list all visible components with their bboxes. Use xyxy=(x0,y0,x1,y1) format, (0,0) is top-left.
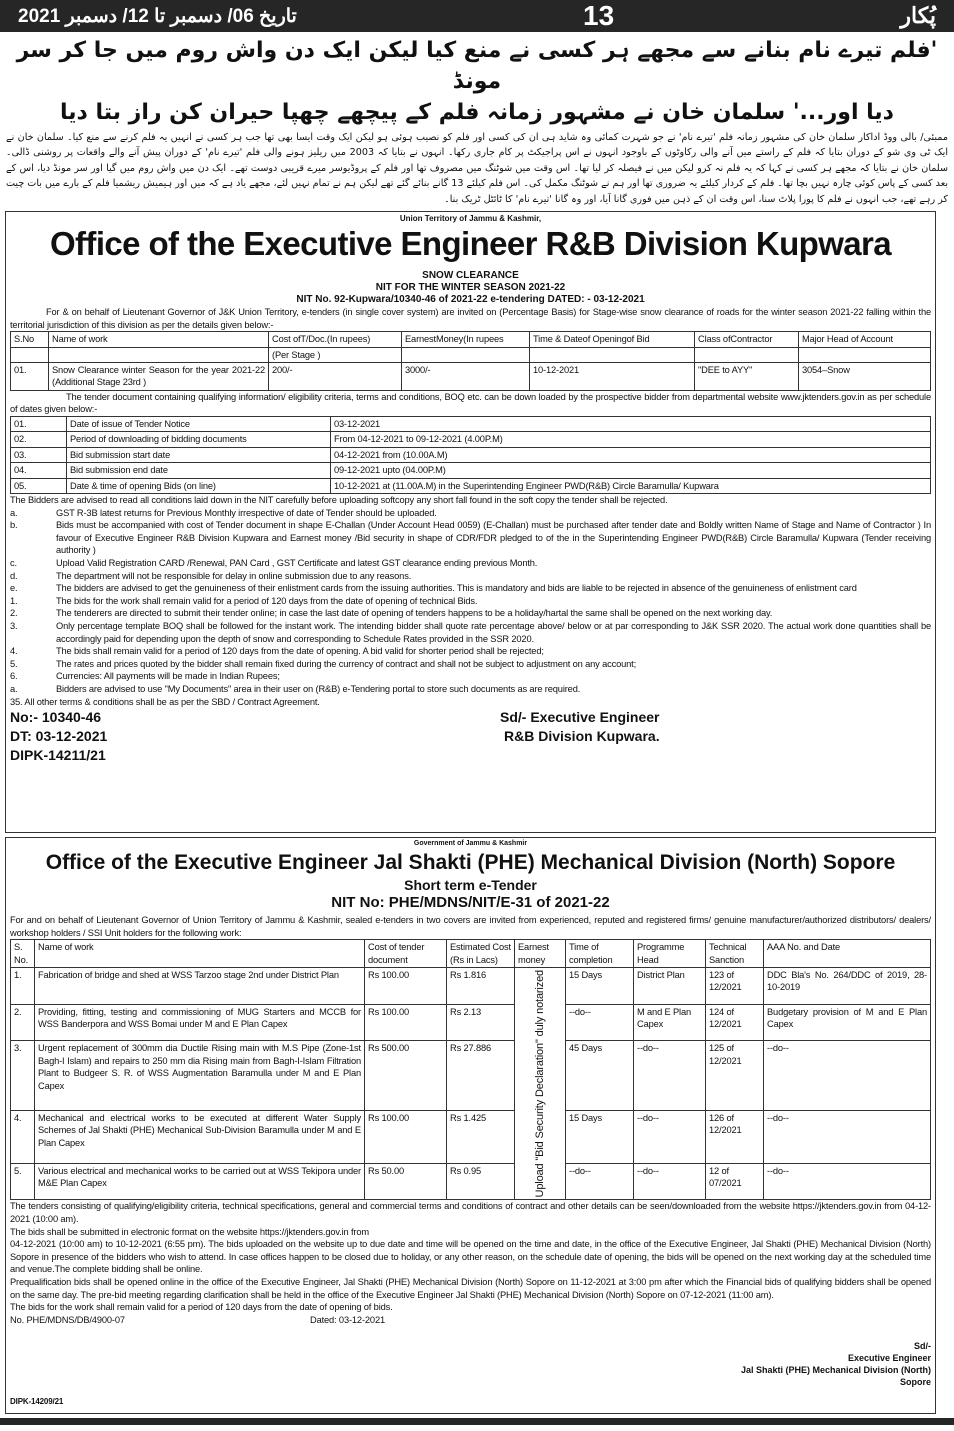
cell: 05. xyxy=(11,478,67,493)
urdu-article-body: ممبئی/ بالی ووڈ اداکار سلمان خان کی مشہور زمانہ فلم 'تیرے نام' نے جو شہرت کمائی وہ شاید ہی ان کی کسی اور فلم کو نصیب ہوئی ہو لیکن ایک وقت ایسا بھی تھا جب ہر کسی نے انہیں یہ فلم کرنے سے منع کیا۔ سلمان خان نے ایک ٹی وی شو کے دوران بتایا کہ فلم کے راستے میں آنے والی رکاوٹوں کے باوجود انہوں نے اس پراجیکٹ پر کام جاری رکھا۔ انہوں نے بتایا کہ 2003 میں ریلیز ہونے والی فلم 'تیرے نام' کے دوران پیش آنے والے واقعات پر روشنی ڈالی۔ سلمان خان نے بتایا کہ مجھے ہر کسی نے کہا کہ یہ فلم نہ کرو لیکن میں نے فیصلہ کر لیا تھا۔ اس وقت میں شوٹنگ میں مصروف تھا اور فلم کے پروڈیوسر میرے قریبی دوست تھے۔ ایک دن میں واش روم میں گیا اور سر مونڈ دیا، اس کے بعد کسی کے پاس کوئی چارہ نہیں بچا تھا۔ فلم کے کردار کیلئے یہ ضروری تھا اور ہم نے شوٹنگ مکمل کی۔ اس فلم کیلئے 13 گانے بنائے گئے تھے لیکن ہم نے تمام نہیں لئے، مجھے یاد ہے کہ میں اور ہیمیش ریشمیا فلم کے بارے میں بات چیت کر رہے تھے، جب انہوں نے فلم کا پورا پلاٹ سنا، اس وقت ان کے ذہن میں فوری گانا آیا، اور وہ گانا 'تیرے نام' کا ٹائٹل ٹریک بنا۔ xyxy=(6,132,948,205)
dipk-number: DIPK-14209/21 xyxy=(10,1397,64,1407)
condition-text: GST R-3B latest returns for Previous Monthly irrespective of date of Tender should be uploaded. xyxy=(56,507,437,518)
col-header: Estimated Cost (Rs in Lacs) xyxy=(447,940,515,968)
condition-label: 3. xyxy=(10,621,18,631)
intro-text: For & on behalf of Lieutenant Governor of J&K Union Territory, e-tenders (in single cover system) are invited on (Percentage Basis) for Stage-wise snow clearance of roads for the winter season 2021-22 falling within the territorial jurisdiction of this division as per the details given below:- xyxy=(10,307,931,330)
nit-number: NIT No. 92-Kupwara/10340-46 of 2021-22 e-tendering DATED: - 03-12-2021 xyxy=(296,294,645,306)
urdu-headline-line-2: دیا اور...' سلمان خان نے مشہور زمانہ فلم کے پیچھے چھپا حیران کن راز بتا دیا xyxy=(60,100,894,125)
cell: --do-- xyxy=(566,1004,634,1041)
cell: Period of downloading of bidding documents xyxy=(67,432,331,447)
cell: Rs 2.13 xyxy=(447,1004,515,1041)
col-header: Name of work xyxy=(49,332,269,347)
cell xyxy=(49,347,269,362)
tender-notice-rb-kupwara xyxy=(5,211,936,833)
cell: Rs 50.00 xyxy=(365,1163,447,1200)
cell: --do-- xyxy=(764,1110,931,1163)
cell: 124 of 12/2021 xyxy=(706,1004,764,1041)
signature-row xyxy=(10,708,931,727)
intro-text: For and on behalf of Lieutenant Governor of Union Territory of Jammu & Kashmir, sealed e-tenders in two covers are invited from experienced, reputed and registered firms/ genuine manufacturer/authorized distributors/ dealers/ workshop holders / SSI Unit holders for the following work: xyxy=(10,915,931,938)
terms-paragraph: The tenders consisting of qualifying/eligibility criteria, technical specifications, general and commercial terms and conditions of contract and other details can be seen/downloaded from the website https://jktenders.gov.in from 04-12-2021 (10:00 am). xyxy=(10,1201,931,1225)
condition-label: 6. xyxy=(10,671,18,682)
schedule-row xyxy=(11,478,931,493)
condition-item xyxy=(10,570,931,583)
condition-label: a. xyxy=(10,507,18,518)
condition-item xyxy=(10,507,931,520)
cell: Snow Clearance winter Season for the year 2021-22 (Additional Stage 23rd ) xyxy=(49,363,269,391)
cell: 3000/- xyxy=(402,363,530,391)
footer-bar xyxy=(0,1418,954,1425)
table-subheader-row xyxy=(11,347,931,362)
cell: 02. xyxy=(11,432,67,447)
schedule-row xyxy=(11,432,931,447)
cell: --do-- xyxy=(566,1163,634,1200)
condition-label: 2. xyxy=(10,608,18,619)
cell xyxy=(402,347,530,362)
signatory-division: R&B Division Kupwara. xyxy=(504,728,660,745)
signature-row xyxy=(10,727,931,746)
col-header: Cost ofT/Doc.(In rupees) xyxy=(269,332,402,347)
cell xyxy=(11,347,49,362)
condition-label: 1. xyxy=(10,595,18,606)
cell: 15 Days xyxy=(566,968,634,1005)
col-header: EarnestMoney(In rupees xyxy=(402,332,530,347)
cell: 04. xyxy=(11,463,67,478)
cell: Rs 0.95 xyxy=(447,1163,515,1200)
condition-item xyxy=(10,607,931,620)
condition-text: Upload Valid Registration CARD /Renewal, PAN Card , GST Certificate and latest GST clearance ending previous Month. xyxy=(56,558,538,569)
condition-text: Bids must be accompanied with cost of Tender document in shape E-Challan (Under Account Head 0059) (E-Challan) must be purchased after tender date and Boldly written Name of Stage and Name of Contractor ) In favour of Executive Engineer R&B Division Kupwara and Earnest money /Bid security in shape of CDR/FDR pledged to of the in the Superintending Engineer PWD(R&B) Circle Baramulla/ Kupwara (Tender receiving authority ) xyxy=(56,520,931,556)
cell: 03. xyxy=(11,447,67,462)
condition-text: The bids shall remain valid for a period of 120 days from the date of opening. A bid valid for shorter period shall be rejected; xyxy=(56,646,544,657)
terms-paragraph: The bids shall be submitted in electronic format on the website https://jktenders.gov.in from xyxy=(10,1226,369,1237)
download-text: The tender document containing qualifying information/ eligibility criteria, terms and conditions, BOQ etc. can be down loaded by the prospective bidder from departmental website www.jktenders.gov.in as per schedule of dates given below:- xyxy=(10,391,931,415)
cell: Fabrication of bridge and shed at WSS Tarzoo stage 2nd under District Plan xyxy=(35,968,365,1005)
signature-row xyxy=(10,746,931,765)
condition-item xyxy=(10,658,931,671)
cell: 03-12-2021 xyxy=(331,417,931,432)
cell: --do-- xyxy=(634,1163,706,1200)
cell: Mechanical and electrical works to be executed at different Water Supply Schemes of Jal Shakti (PHE) Mechanical Sub-Division Baramulla under M and E Plan Capex xyxy=(35,1110,365,1163)
cell: 01. xyxy=(11,417,67,432)
signature-block xyxy=(10,1340,931,1388)
cell xyxy=(799,347,931,362)
cell: 01. xyxy=(11,363,49,391)
sig-line: Sopore xyxy=(899,1377,931,1388)
table-row xyxy=(11,1041,931,1110)
col-header: Earnest money xyxy=(515,940,566,968)
condition-label: b. xyxy=(10,520,18,531)
page-number: 13 xyxy=(583,0,615,31)
nit-title: NIT FOR THE WINTER SEASON 2021-22 xyxy=(375,282,566,294)
cell: Rs 27.886 xyxy=(447,1041,515,1110)
earnest-money-note: Upload "Bid Security Declaration" duly notarized xyxy=(533,970,546,1198)
cell: 126 of 12/2021 xyxy=(706,1110,764,1163)
cell: Bid submission end date xyxy=(67,463,331,478)
office-title: Office of the Executive Engineer R&B Division Kupwara xyxy=(49,225,892,263)
cell: 12 of 07/2021 xyxy=(706,1163,764,1200)
cell: 5. xyxy=(11,1163,35,1200)
dipk-number: DIPK-14211/21 xyxy=(10,747,106,764)
cell: From 04-12-2021 to 09-12-2021 (4.00P.M) xyxy=(331,432,931,447)
condition-label: c. xyxy=(10,558,17,569)
bidders-advice: The Bidders are advised to read all conditions laid down in the NIT carefully before uploading softcopy any short fall found in the soft copy the tender shall be rejected. xyxy=(10,495,668,506)
cell: Urgent replacement of 300mm dia Ductile Rising main with M.S Pipe (Zone-1st Bagh-I Islam) and repairs to 250 mm dia Rising main from Bagh-I-Islam Filtration Plant to Budgeer S. R. of WSS Augmentation Baramulla under M and E Plan Capex xyxy=(35,1041,365,1110)
cell: --do-- xyxy=(634,1110,706,1163)
condition-label: 4. xyxy=(10,646,18,657)
cell xyxy=(695,347,799,362)
condition-item xyxy=(10,582,931,595)
cell: Date of issue of Tender Notice xyxy=(67,417,331,432)
cell: 04-12-2021 from (10.00A.M) xyxy=(331,447,931,462)
col-header: Time of completion xyxy=(566,940,634,968)
condition-item xyxy=(10,519,931,557)
cell: Various electrical and mechanical works to be carried out at WSS Tekipora under M&E Plan Capex xyxy=(35,1163,365,1200)
signatory: Sd/- Executive Engineer xyxy=(500,709,660,726)
cell: Rs 500.00 xyxy=(365,1041,447,1110)
condition-text: Only percentage template BOQ shall be followed for the instant work. The intending bidder shall quote rate percentage above/ below or at par corresponding to J&K SSR 2020. The actual work done quantities shall be accordingly paid for depending upon the depth of snow and corresponding to Schedule Rates provided in the SSR 2020. xyxy=(56,621,931,644)
condition-text: The tenderers are directed to submit their tender online; in case the last date of opening of tenders happens to be a holiday/hartal the same shall be opened on the next working day. xyxy=(56,608,773,619)
cell: Rs 100.00 xyxy=(365,968,447,1005)
schedule-row xyxy=(11,417,931,432)
gov-label: Government of Jammu & Kashmir xyxy=(413,840,528,848)
sig-line: Executive Engineer xyxy=(847,1353,931,1364)
terms-paragraph: 04-12-2021 (10:00 am) to 10-12-2021 (6:55 pm). The bids uploaded on the website up to due date and time will be opened on the time and date, in the office of the Executive Engineer, Jal Shakti (PHE) Mechanical Division (North) Sopore in presence of the bidders who wish to attend. In case offices happen to be closed due to holiday, or any other reason, on the schedule date of opening, the bids will be opened on the next working day at the scheduled time and venue.The complete bidding shall be online. xyxy=(10,1239,931,1275)
cell xyxy=(530,347,695,362)
sig-line: Jal Shakti (PHE) Mechanical Division (North) xyxy=(740,1365,931,1376)
cell: Date & time of opening Bids (on line) xyxy=(67,478,331,493)
subject: SNOW CLEARANCE xyxy=(422,270,519,282)
earnest-money-cell xyxy=(515,968,566,1200)
conditions-list xyxy=(10,507,931,696)
cell: 10-12-2021 at (11.00A.M) in the Superintending Engineer PWD(R&B) Circle Baramulla/ Kupwara xyxy=(331,478,931,493)
terms-paragraph: Prequalification bids shall be opened online in the office of the Executive Engineer, Jal Shakti (PHE) Mechanical Division (North) Sopore on 11-12-2021 at 3:00 pm after which the Financial bids of qualifying bidders shall be opened on the same day. The pre-bid meeting regarding clarification shall be held in the office of the Executive Engineer Jal Shakti (PHE) Mechanical Division (North) Sopore on 07-12-2021 (11:00 am). xyxy=(10,1277,931,1300)
terms-paragraphs xyxy=(10,1200,931,1313)
col-header: Technical Sanction xyxy=(706,940,764,968)
cell: District Plan xyxy=(634,968,706,1005)
condition-item xyxy=(10,670,931,683)
ref-date: Dated: 03-12-2021 xyxy=(310,1314,385,1325)
cell: --do-- xyxy=(634,1041,706,1110)
newspaper-header-bar xyxy=(0,0,954,32)
ref-row xyxy=(10,1314,931,1327)
cell: "DEE to AYY" xyxy=(695,363,799,391)
col-header: Cost of tender document xyxy=(365,940,447,968)
notice-date: DT: 03-12-2021 xyxy=(10,728,108,745)
cell: --do-- xyxy=(764,1041,931,1110)
condition-text: The department will not be responsible for delay in online submission due to any reasons. xyxy=(56,570,412,581)
tender-notice-phe-sopore xyxy=(5,837,936,1414)
cell: Rs 100.00 xyxy=(365,1110,447,1163)
cell: --do-- xyxy=(764,1163,931,1200)
condition-text: The bidders are advised to get the genuineness of their enlistment cards from the issuing authorities. This is mandatory and bids are liable to be rejected in absence of the genuineness of enlistment card xyxy=(56,583,857,594)
col-header: Major Head of Account xyxy=(799,332,931,347)
cell: (Per Stage ) xyxy=(269,347,402,362)
nit-number: NIT No: PHE/MDNS/NIT/E-31 of 2021-22 xyxy=(331,894,610,912)
col-header: S.No xyxy=(11,332,49,347)
cell: Bid submission start date xyxy=(67,447,331,462)
notice-number: No:- 10340-46 xyxy=(10,709,102,726)
cell: 4. xyxy=(11,1110,35,1163)
cell: 200/- xyxy=(269,363,402,391)
condition-text: The rates and prices quoted by the bidder shall remain fixed during the currency of contract and shall not be subject to adjustment on any account; xyxy=(56,658,637,669)
cell: 123 of 12/2021 xyxy=(706,968,764,1005)
works-table xyxy=(10,939,931,1200)
cell: Rs 1.816 xyxy=(447,968,515,1005)
cell: 3. xyxy=(11,1041,35,1110)
sig-line: Sd/- xyxy=(914,1341,931,1352)
condition-item xyxy=(10,620,931,645)
ut-label: Union Territory of Jammu & Kashmir, xyxy=(399,214,542,224)
condition-label: a. xyxy=(10,683,18,694)
cell: 125 of 12/2021 xyxy=(706,1041,764,1110)
cell: 15 Days xyxy=(566,1110,634,1163)
cell: M and E Plan Capex xyxy=(634,1004,706,1041)
cell: 10-12-2021 xyxy=(530,363,695,391)
condition-text: Bidders are advised to use "My Documents" area in their user on (R&B) e-Tendering portal to store such documents as are required. xyxy=(56,683,581,694)
condition-text: Currencies: All payments will be made in Indian Rupees; xyxy=(56,671,280,682)
condition-label: 5. xyxy=(10,658,18,669)
issue-date: تاریخ 06/ دسمبر تا 12/ دسمبر 2021 xyxy=(18,5,297,27)
col-header: Time & Dateof Openingof Bid xyxy=(530,332,695,347)
tender-type: Short term e-Tender xyxy=(404,877,537,894)
col-header: Class ofContractor xyxy=(695,332,799,347)
col-header: Name of work xyxy=(35,940,365,968)
condition-label: e. xyxy=(10,583,18,594)
cell: 09-12-2021 upto (04.00P.M) xyxy=(331,463,931,478)
final-term: 35. All other terms & conditions shall be as per the SBD / Contract Agreement. xyxy=(10,696,320,707)
ref-number: No. PHE/MDNS/DB/4900-07 xyxy=(10,1314,125,1325)
cell: Providing, fitting, testing and commissioning of MUG Starters and MCCB for WSS Banderpora and WSS Bomai under M and E Plan Capex xyxy=(35,1004,365,1041)
condition-item xyxy=(10,557,931,570)
works-table xyxy=(10,331,931,391)
table-row xyxy=(11,1004,931,1041)
cell: DDC Bla's No. 264/DDC of 2019, 28-10-2019 xyxy=(764,968,931,1005)
condition-label: d. xyxy=(10,570,18,581)
schedule-row xyxy=(11,463,931,478)
cell: 1. xyxy=(11,968,35,1005)
condition-item xyxy=(10,645,931,658)
col-header: AAA No. and Date xyxy=(764,940,931,968)
cell: Rs 100.00 xyxy=(365,1004,447,1041)
cell: 2. xyxy=(11,1004,35,1041)
table-header-row xyxy=(11,332,931,347)
table-row xyxy=(11,1110,931,1163)
table-row xyxy=(11,363,931,391)
schedule-table xyxy=(10,416,931,494)
newspaper-logo: پُکار xyxy=(900,3,936,29)
urdu-headline-line-1: 'فلم تیرے نام بنانے سے مجھے ہر کسی نے منع کیا لیکن ایک دن واش روم میں جا کر سر مونڈ xyxy=(16,38,938,94)
cell: Budgetary provision of M and E Plan Capex xyxy=(764,1004,931,1041)
schedule-row xyxy=(11,447,931,462)
condition-item xyxy=(10,595,931,608)
table-row xyxy=(11,968,931,1005)
condition-item xyxy=(10,683,931,696)
cell: Rs 1.425 xyxy=(447,1110,515,1163)
cell: 3054–Snow xyxy=(799,363,931,391)
condition-text: The bids for the work shall remain valid for a period of 120 days from the date of opening of technical Bids. xyxy=(56,595,478,606)
col-header: Programme Head xyxy=(634,940,706,968)
terms-paragraph: The bids for the work shall remain valid for a period of 120 days from the date of opening of bids. xyxy=(10,1302,393,1313)
table-header-row xyxy=(11,940,931,968)
cell: 45 Days xyxy=(566,1041,634,1110)
office-title: Office of the Executive Engineer Jal Shakti (PHE) Mechanical Division (North) Sopore xyxy=(45,851,896,875)
col-header: S. No. xyxy=(11,940,35,968)
table-row xyxy=(11,1163,931,1200)
